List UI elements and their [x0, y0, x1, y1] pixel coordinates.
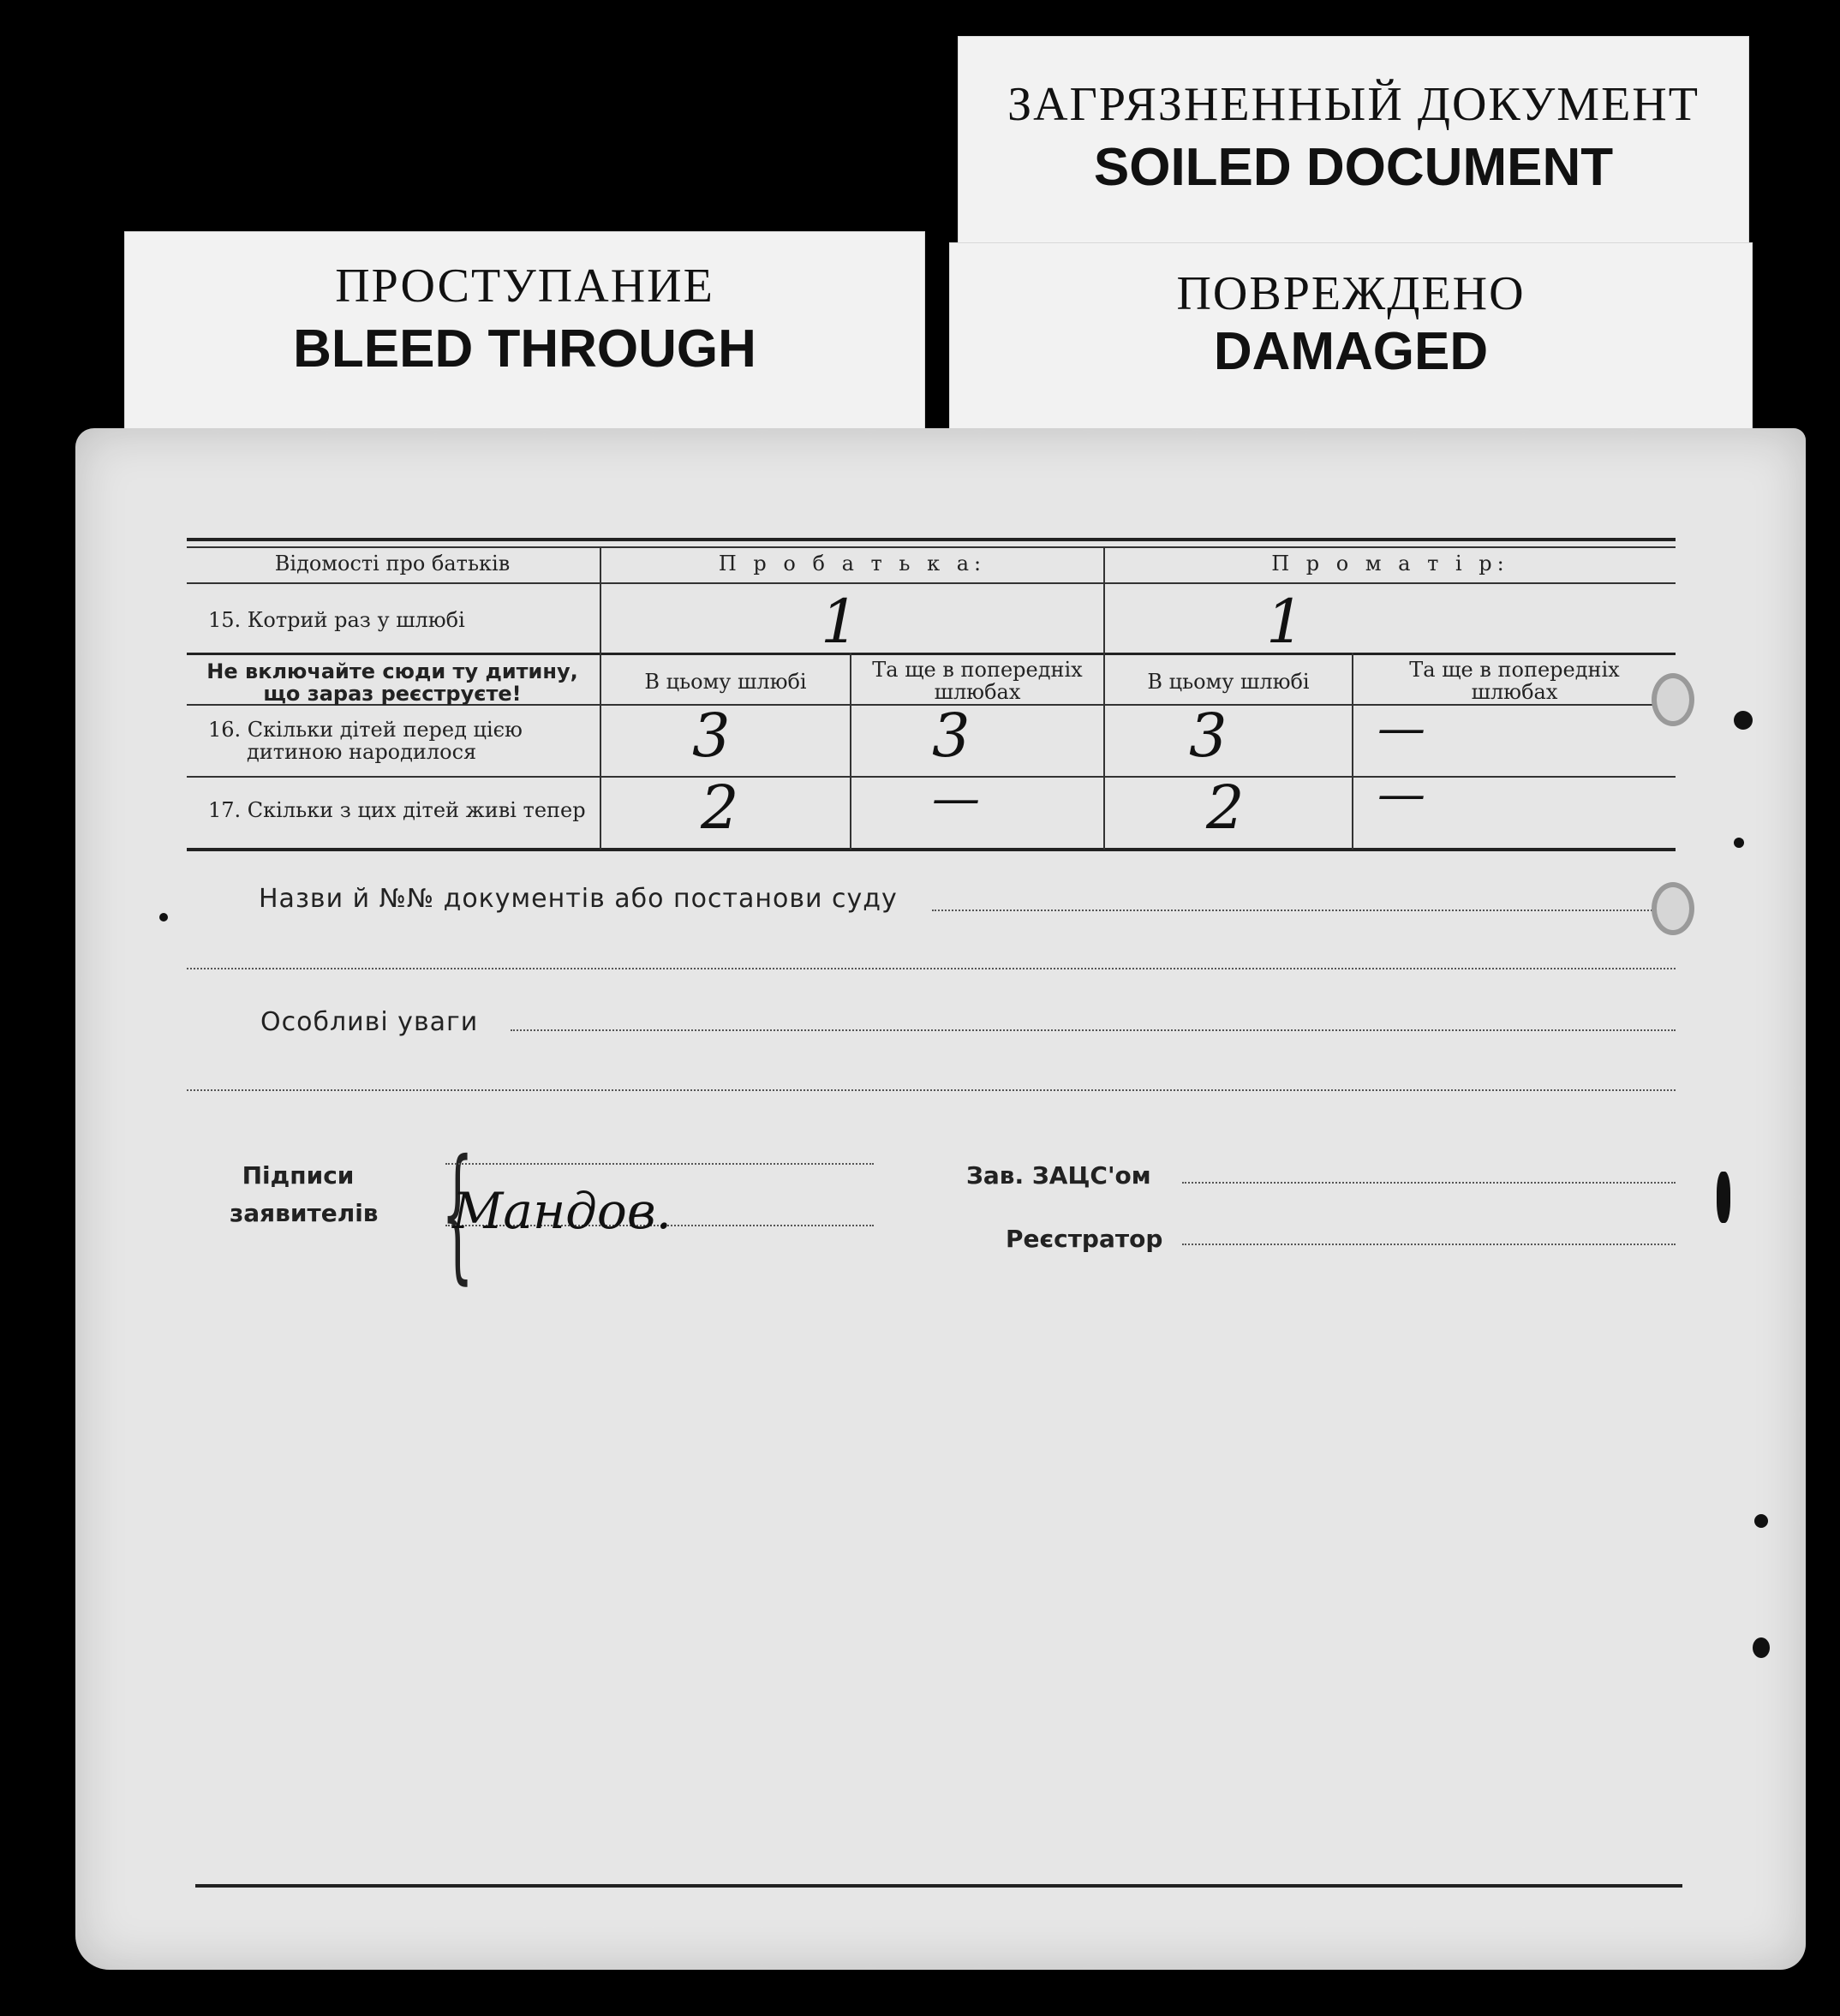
- documents-line-2: [187, 968, 1676, 969]
- damaged-label-en: DAMAGED: [1213, 322, 1489, 381]
- table-bottom-rule: [187, 848, 1676, 851]
- header-father: П р о б а т ь к а:: [718, 552, 987, 576]
- subheader-mother-prev-line2: шлюбах: [1471, 680, 1558, 704]
- damage-spot-2: [1734, 838, 1744, 848]
- remarks-line-1: [511, 1029, 1676, 1031]
- row15-label: 15. Котрий раз у шлюбі: [208, 608, 465, 632]
- damage-spot-3: [1717, 1172, 1730, 1223]
- col-divider-1: [600, 546, 601, 850]
- signatures-label-line1: Підписи: [242, 1161, 355, 1190]
- damage-spot-4: [1754, 1514, 1768, 1528]
- row15-bottom-rule: [187, 653, 1676, 655]
- bleed-label-en: BLEED THROUGH: [293, 319, 756, 379]
- row15-mother-value: 1: [1266, 587, 1305, 657]
- row16-label-line1: 16. Скільки дітей перед цією: [208, 718, 523, 742]
- row17-mother-this: 2: [1206, 772, 1245, 843]
- header-mother: П р о м а т і р:: [1271, 552, 1509, 576]
- registrar-label: Реєстратор: [1006, 1225, 1163, 1253]
- damaged-label-ru: ПОВРЕЖДЕНО: [1176, 267, 1526, 320]
- punch-hole-2: [1652, 882, 1694, 935]
- table-top-rule: [187, 538, 1676, 541]
- subheader-father-prev-line1: Та ще в попередніх: [872, 658, 1083, 682]
- documents-label: Назви й №№ документів або постанови суду: [259, 884, 898, 914]
- table-top-rule-2: [187, 546, 1676, 548]
- row16-bottom-rule: [187, 776, 1676, 778]
- punch-hole-1: [1652, 673, 1694, 726]
- subheader-note-line1: Не включайте сюди ту дитину,: [206, 659, 578, 683]
- signatures-brace: {: [441, 1129, 475, 1298]
- row16-father-this: 3: [692, 701, 731, 771]
- bottom-rule: [195, 1884, 1682, 1888]
- subheader-father-prev-line2: шлюбах: [934, 680, 1021, 704]
- row17-father-prev: —: [932, 771, 980, 826]
- bleed-through-label: [124, 231, 925, 432]
- col-divider-2: [1103, 546, 1105, 850]
- damage-spot-6: [159, 913, 168, 922]
- documents-line-1: [932, 910, 1676, 911]
- row15-father-value: 1: [821, 587, 859, 657]
- soiled-document-label: [958, 36, 1749, 246]
- subheader-mother-this-marriage: В цьому шлюбі: [1147, 670, 1310, 694]
- signatures-label-line2: заявителів: [230, 1199, 379, 1227]
- head-label: Зав. ЗАЦС'ом: [966, 1161, 1151, 1190]
- header-bottom-rule: [187, 582, 1676, 584]
- row17-father-this: 2: [701, 772, 739, 843]
- bleed-label-ru: ПРОСТУПАНИЕ: [335, 259, 714, 313]
- damage-spot-5: [1753, 1637, 1770, 1658]
- row16-mother-prev: —: [1377, 701, 1425, 756]
- header-parents-info: Відомості про батьків: [274, 552, 511, 576]
- soiled-label-ru: ЗАГРЯЗНЕННЫЙ ДОКУМЕНТ: [1007, 78, 1700, 131]
- damage-spot-1: [1734, 711, 1753, 730]
- remarks-label: Особливі уваги: [260, 1007, 479, 1037]
- row17-label: 17. Скільки з цих дітей живі тепер: [208, 798, 586, 822]
- subheader-father-this-marriage: В цьому шлюбі: [644, 670, 807, 694]
- remarks-line-2: [187, 1089, 1676, 1091]
- subheader-note-line2: що зараз реєструєте!: [263, 682, 522, 706]
- signature-line-1: [445, 1163, 874, 1165]
- row16-label-line2: дитиною народилося: [247, 740, 477, 764]
- row16-mother-this: 3: [1189, 701, 1228, 771]
- soiled-label-en: SOILED DOCUMENT: [1093, 138, 1614, 197]
- subheader-mother-prev-line1: Та ще в попередніх: [1409, 658, 1620, 682]
- applicant-signature: Мандов.: [452, 1182, 672, 1240]
- row16-father-prev: 3: [932, 701, 971, 771]
- registrar-line: [1182, 1244, 1676, 1245]
- head-line: [1182, 1182, 1676, 1184]
- form-paper: [75, 428, 1806, 1970]
- damaged-label: [949, 242, 1753, 439]
- row17-mother-prev: —: [1377, 766, 1425, 822]
